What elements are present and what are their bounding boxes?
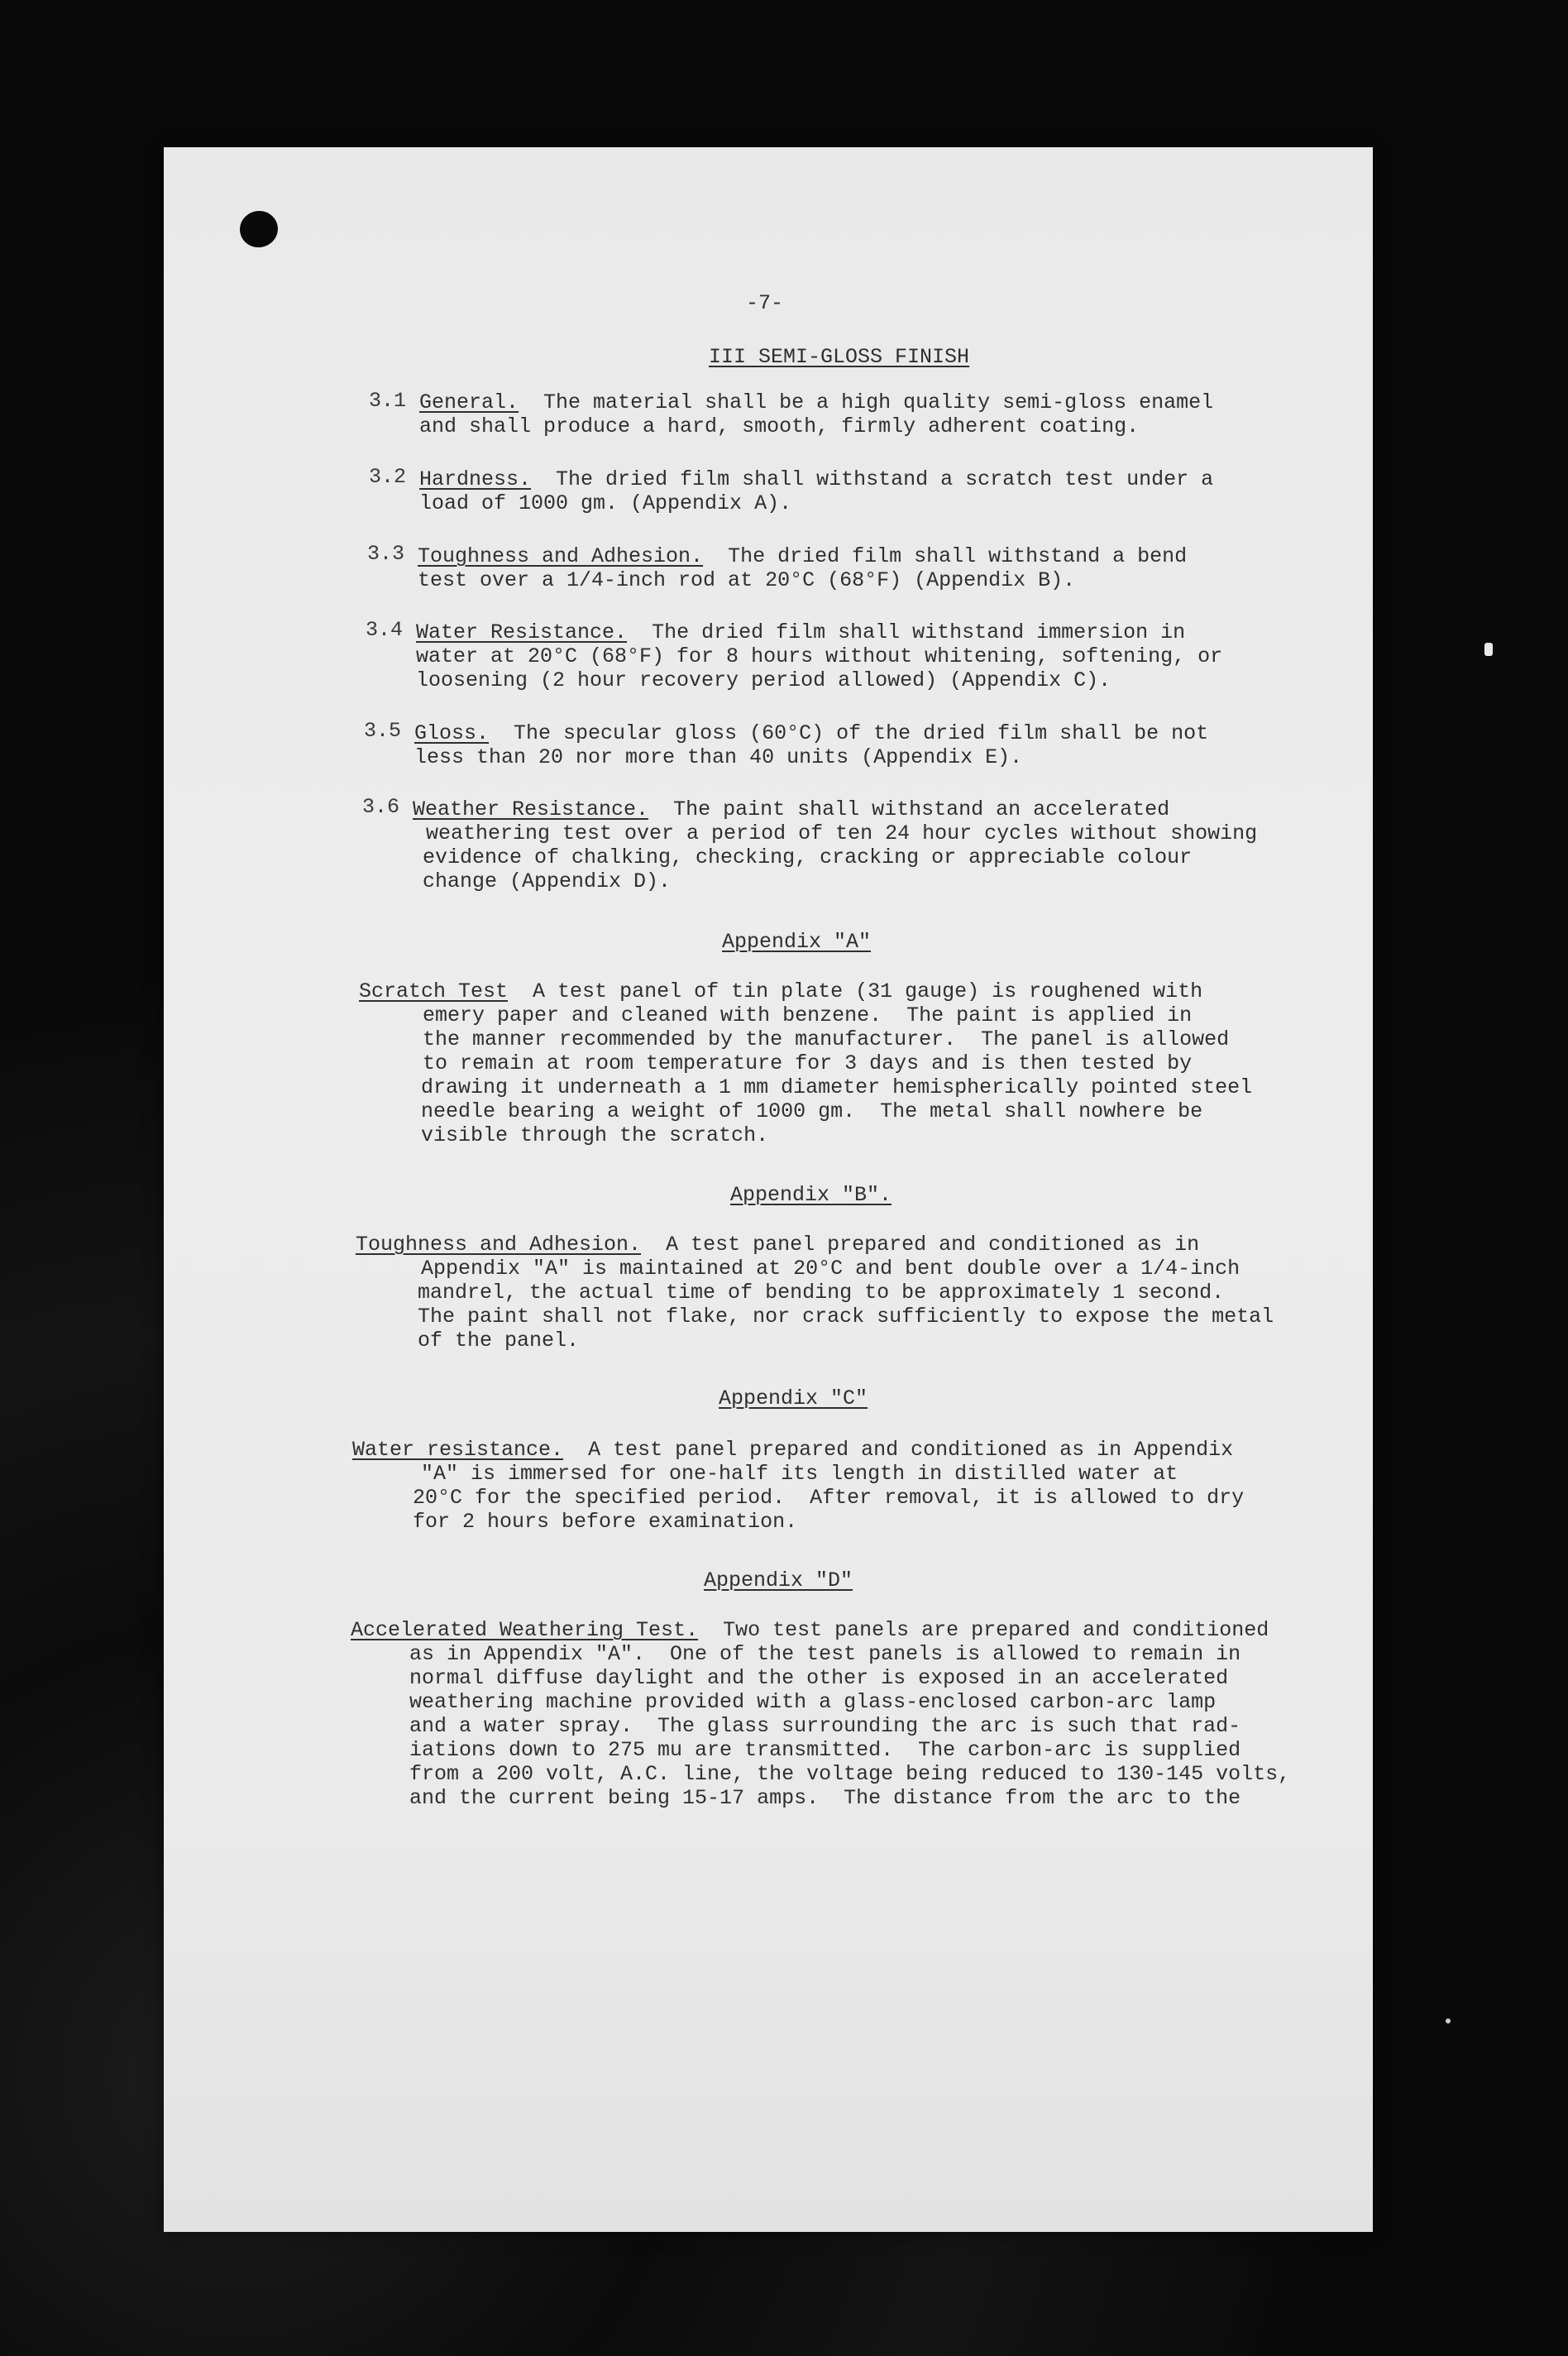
appendix-title: Appendix "A": [722, 930, 872, 954]
clause-line: less than 20 nor more than 40 units (Appendix E).: [414, 745, 1023, 769]
appendix-line: A test panel of tin plate (31 gauge) is roughened with: [533, 979, 1203, 1003]
clause-number: 3.1: [369, 389, 407, 413]
clause-line: change (Appendix D).: [423, 869, 672, 893]
appendix-line: A test panel prepared and conditioned as in: [666, 1233, 1200, 1257]
clause-number: 3.4: [366, 618, 404, 642]
appendix-line: as in Appendix "A". One of the test panels is allowed to remain in: [409, 1642, 1241, 1666]
appendix-line: of the panel.: [418, 1329, 580, 1353]
appendix-heading: Water resistance.: [352, 1438, 564, 1462]
clause-number: 3.3: [367, 542, 405, 566]
clause-number: 3.5: [364, 719, 402, 743]
clause-heading: Toughness and Adhesion.: [418, 544, 704, 568]
clause-line: and shall produce a hard, smooth, firmly adherent coating.: [419, 414, 1140, 438]
clause-heading: Water Resistance.: [416, 620, 628, 644]
edge-mark: [1484, 643, 1493, 656]
appendix-line: The paint shall not flake, nor crack sufficiently to expose the metal: [418, 1305, 1274, 1329]
appendix-line: and the current being 15-17 amps. The distance from the arc to the: [409, 1786, 1241, 1810]
clause-line: The material shall be a high quality semi-gloss enamel: [543, 390, 1214, 414]
appendix-line: from a 200 volt, A.C. line, the voltage being reduced to 130-145 volts,: [409, 1762, 1291, 1786]
appendix-line: drawing it underneath a 1 mm diameter hemispherically pointed steel: [421, 1075, 1253, 1099]
clause-line: The dried film shall withstand immersion in: [652, 620, 1186, 644]
appendix-line: Two test panels are prepared and conditioned: [723, 1618, 1269, 1642]
appendix-title: Appendix "D": [704, 1568, 853, 1592]
clause-line: The specular gloss (60°C) of the dried film shall be not: [514, 721, 1209, 745]
clause-heading: Hardness.: [419, 467, 532, 491]
section-title: III SEMI-GLOSS FINISH: [709, 345, 970, 369]
clause-line: The dried film shall withstand a bend: [728, 544, 1188, 568]
appendix-line: and a water spray. The glass surrounding the arc is such that rad-: [409, 1714, 1241, 1738]
appendix-line: the manner recommended by the manufacturer. The panel is allowed: [423, 1027, 1230, 1051]
clause-heading: Gloss.: [414, 721, 490, 745]
clause-line: evidence of chalking, checking, cracking or appreciable colour: [423, 845, 1193, 869]
clause-line: The dried film shall withstand a scratch test under a: [556, 467, 1214, 491]
appendix-line: Appendix "A" is maintained at 20°C and bent double over a 1/4-inch: [421, 1257, 1241, 1281]
clause-line: test over a 1/4-inch rod at 20°C (68°F) (Appendix B).: [418, 568, 1076, 592]
appendix-line: A test panel prepared and conditioned as in Appendix: [588, 1438, 1234, 1462]
appendix-title: Appendix "C": [719, 1386, 868, 1410]
appendix-line: iations down to 275 mu are transmitted. The carbon-arc is supplied: [409, 1738, 1241, 1762]
appendix-line: needle bearing a weight of 1000 gm. The metal shall nowhere be: [421, 1099, 1203, 1123]
appendix-heading: Toughness and Adhesion.: [356, 1233, 642, 1257]
appendix-line: emery paper and cleaned with benzene. The paint is applied in: [423, 1003, 1193, 1027]
appendix-line: 20°C for the specified period. After removal, it is allowed to dry: [413, 1486, 1245, 1510]
clause-number: 3.6: [362, 795, 400, 819]
appendix-heading: Accelerated Weathering Test.: [351, 1618, 699, 1642]
clause-heading: General.: [419, 390, 519, 414]
clause-number: 3.2: [369, 465, 407, 489]
clause-heading: Weather Resistance.: [413, 797, 649, 821]
clause-line: load of 1000 gm. (Appendix A).: [419, 491, 792, 515]
clause-line: weathering test over a period of ten 24 hour cycles without showing: [426, 821, 1258, 845]
appendix-line: mandrel, the actual time of bending to be approximately 1 second.: [418, 1281, 1225, 1305]
appendix-heading: Scratch Test: [359, 979, 509, 1003]
clause-line: loosening (2 hour recovery period allowed) (Appendix C).: [416, 668, 1111, 692]
appendix-line: to remain at room temperature for 3 days and is then tested by: [423, 1051, 1193, 1075]
appendix-title: Appendix "B".: [730, 1183, 892, 1207]
clause-line: The paint shall withstand an accelerated: [673, 797, 1170, 821]
edge-speck: [1446, 2018, 1451, 2023]
appendix-line: "A" is immersed for one-half its length in distilled water at: [421, 1462, 1178, 1486]
appendix-line: for 2 hours before examination.: [413, 1510, 798, 1534]
page-number: -7-: [746, 291, 784, 315]
appendix-line: normal diffuse daylight and the other is exposed in an accelerated: [409, 1666, 1229, 1690]
appendix-line: visible through the scratch.: [421, 1123, 769, 1147]
clause-line: water at 20°C (68°F) for 8 hours without whitening, softening, or: [416, 644, 1223, 668]
appendix-line: weathering machine provided with a glass-enclosed carbon-arc lamp: [409, 1690, 1217, 1714]
